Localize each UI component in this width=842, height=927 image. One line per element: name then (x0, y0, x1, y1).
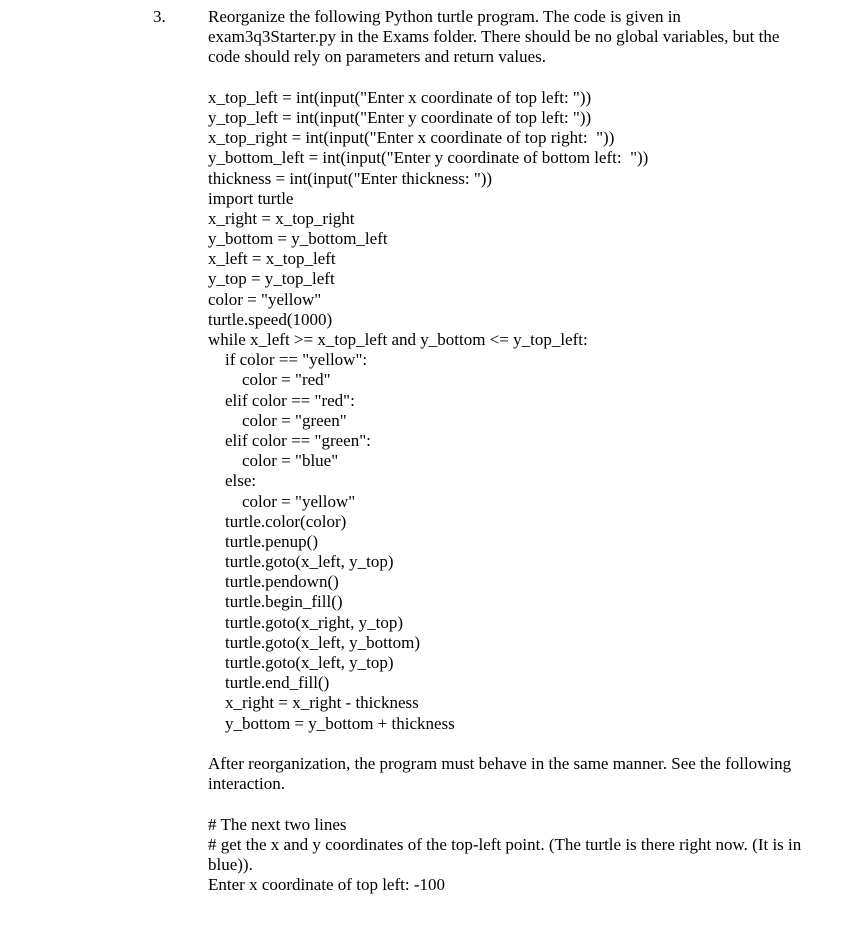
code-line: turtle.goto(x_left, y_top) (208, 552, 394, 572)
code-line: turtle.pendown() (208, 572, 339, 592)
interaction-line: Enter x coordinate of top left: -100 (208, 875, 445, 895)
after-text: After reorganization, the program must behave in the same manner. See the following interaction. (208, 753, 796, 794)
code-line: color = "green" (208, 410, 347, 430)
question-body (208, 7, 808, 895)
spacer (208, 734, 808, 754)
code-line: color = "red" (208, 370, 331, 390)
question-number: 3. (153, 7, 166, 26)
code-line: y_top_left = int(input("Enter y coordinate of top left: ")) (208, 107, 592, 127)
code-line: color = "blue" (208, 451, 339, 471)
code-line: x_top_left = int(input("Enter x coordinate of top left: ")) (208, 87, 592, 107)
spacer (208, 68, 808, 88)
code-line: turtle.end_fill() (208, 673, 330, 693)
code-line: turtle.speed(1000) (208, 309, 333, 329)
code-line: y_bottom = y_bottom_left (208, 229, 388, 249)
code-line: color = "yellow" (208, 491, 356, 511)
code-line: y_bottom_left = int(input("Enter y coordinate of bottom left: ")) (208, 148, 649, 168)
spacer (208, 794, 808, 814)
code-line: turtle.color(color) (208, 511, 347, 531)
interaction-block (208, 815, 808, 896)
question-intro: Reorganize the following Python turtle program. The code is given in exam3q3Starter.py in the Exams folder. There should be no global variables, but the code should rely on parameters and return values. (208, 7, 784, 67)
code-line: else: (208, 471, 257, 491)
code-line: x_top_right = int(input("Enter x coordinate of top right: ")) (208, 128, 615, 148)
code-line: turtle.goto(x_left, y_top) (208, 653, 394, 673)
interaction-line: # The next two lines (208, 814, 347, 834)
interaction-line: # get the x and y coordinates of the top-left point. (The turtle is there right now. (It is in blue)). (208, 834, 806, 874)
code-line: color = "yellow" (208, 289, 322, 309)
code-line: x_left = x_top_left (208, 249, 336, 269)
code-line: turtle.begin_fill() (208, 592, 343, 612)
code-line: thickness = int(input("Enter thickness: ")) (208, 168, 493, 188)
code-line: x_right = x_top_right (208, 208, 355, 228)
code-block (208, 88, 808, 734)
code-line: turtle.goto(x_right, y_top) (208, 612, 404, 632)
code-line: turtle.goto(x_left, y_bottom) (208, 632, 420, 652)
code-line: y_bottom = y_bottom + thickness (208, 713, 455, 733)
code-line: if color == "yellow": (208, 350, 368, 370)
code-line: elif color == "red": (208, 390, 355, 410)
code-line: turtle.penup() (208, 531, 318, 551)
code-line: while x_left >= x_top_left and y_bottom <= y_top_left: (208, 330, 588, 350)
code-line: import turtle (208, 188, 294, 208)
code-line: x_right = x_right - thickness (208, 693, 419, 713)
code-line: y_top = y_top_left (208, 269, 335, 289)
code-line: elif color == "green": (208, 430, 371, 450)
